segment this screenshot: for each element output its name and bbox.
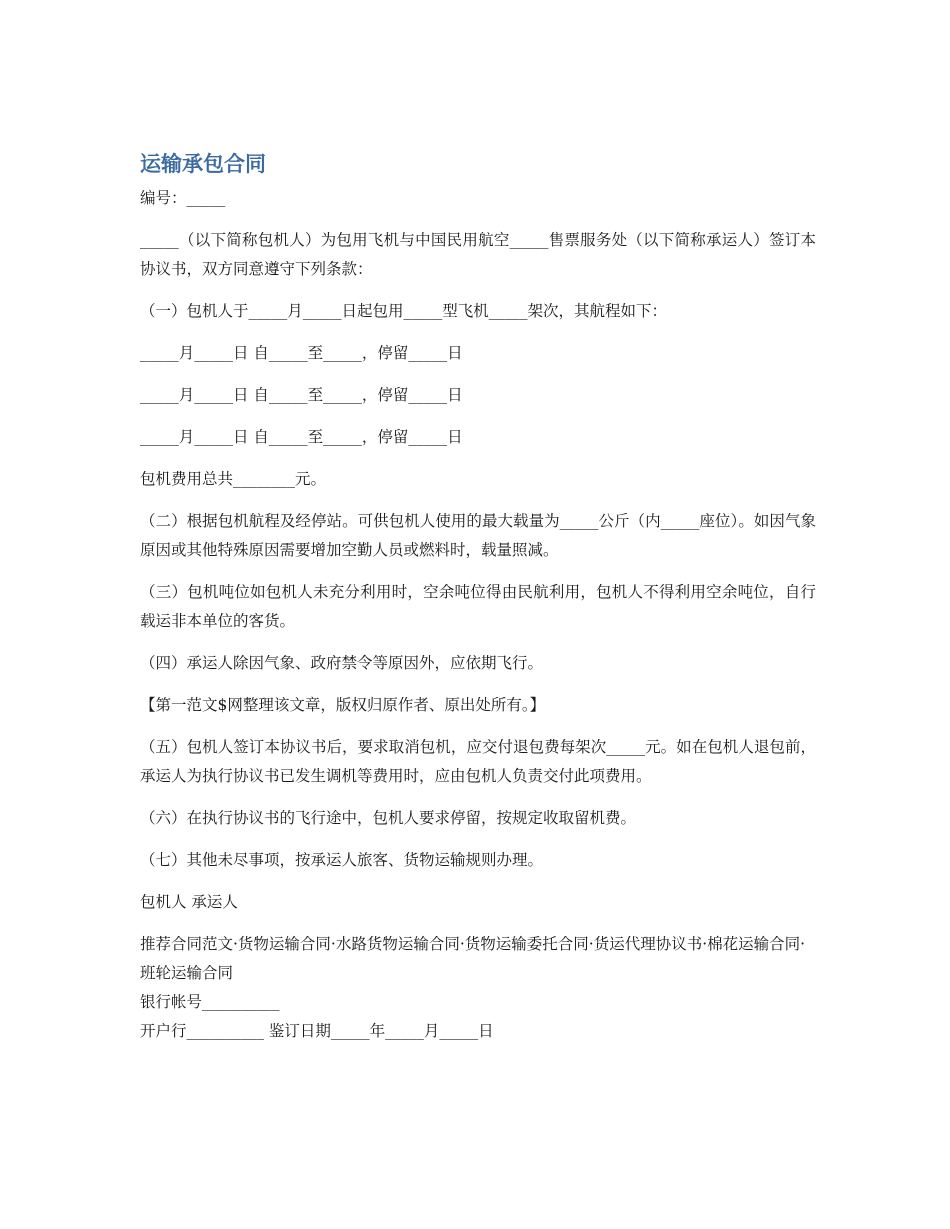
clause-3: （三）包机吨位如包机人未充分利用时，空余吨位得由民航利用，包机人不得利用空余吨位，自行载运非本单位的客货。 bbox=[140, 583, 816, 630]
contract-document bbox=[140, 150, 816, 1046]
copyright-notice: 【第一范文$网整理该文章，版权归原作者、原出处所有。】 bbox=[140, 696, 546, 714]
bank-and-signing-date: 开户行__________ 鉴订日期_____年_____月_____日 bbox=[140, 1022, 494, 1040]
recommended-contracts: 推荐合同范文·货物运输合同·水路货物运输合同·货物运输委托合同·货运代理协议书·棉花运输合同·班轮运输合同 bbox=[140, 935, 806, 982]
route-line-3: _____月_____日 自_____至_____，停留_____日 bbox=[140, 428, 463, 446]
route-line-2: _____月_____日 自_____至_____，停留_____日 bbox=[140, 386, 463, 404]
signature-parties: 包机人 承运人 bbox=[140, 893, 238, 911]
clause-7: （七）其他未尽事项，按承运人旅客、货物运输规则办理。 bbox=[140, 851, 544, 869]
clause-2: （二）根据包机航程及经停站。可供包机人使用的最大载量为_____公斤（内_____座位）。如因气象原因或其他特殊原因需要增加空勤人员或燃料时，载量照减。 bbox=[140, 512, 816, 559]
clause-1: （一）包机人于_____月_____日起包用_____型飞机_____架次，其航程如下： bbox=[140, 302, 668, 320]
document-title: 运输承包合同 bbox=[140, 152, 266, 176]
contract-number: 编号：_____ bbox=[140, 189, 226, 207]
bank-account: 银行帐号__________ bbox=[140, 993, 280, 1011]
clause-4: （四）承运人除因气象、政府禁令等原因外，应依期飞行。 bbox=[140, 654, 544, 672]
clause-5: （五）包机人签订本协议书后，要求取消包机，应交付退包费每架次_____元。如在包机人退包前，承运人为执行协议书已发生调机等费用时，应由包机人负责交付此项费用。 bbox=[140, 738, 816, 785]
clause-6: （六）在执行协议书的飞行途中，包机人要求停留，按规定收取留机费。 bbox=[140, 809, 637, 827]
route-line-1: _____月_____日 自_____至_____，停留_____日 bbox=[140, 344, 463, 362]
intro-paragraph: _____（以下简称包机人）为包用飞机与中国民用航空_____售票服务处（以下简称承运人）签订本协议书，双方同意遵守下列条款： bbox=[140, 231, 816, 278]
total-fee: 包机费用总共________元。 bbox=[140, 470, 327, 488]
